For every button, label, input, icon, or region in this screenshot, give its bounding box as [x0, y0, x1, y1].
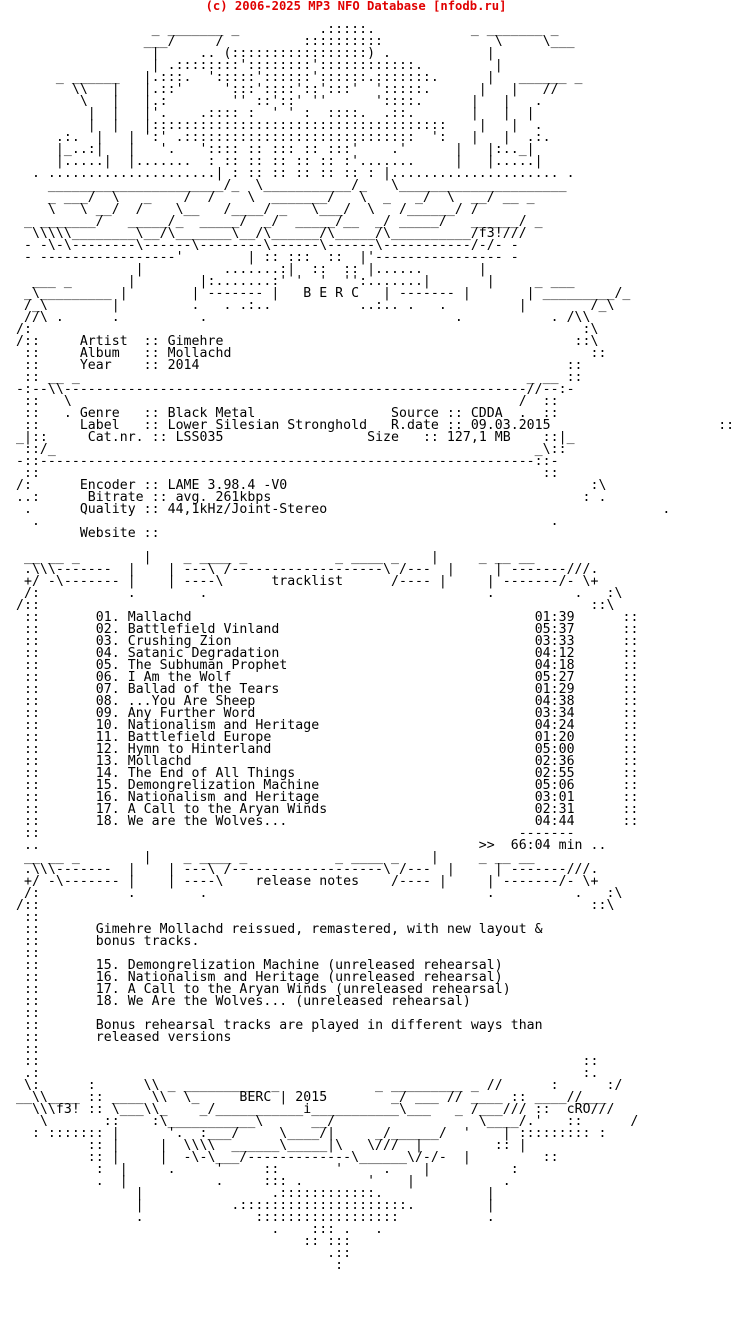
tracklist-title: tracklist: [271, 574, 344, 589]
art-line: /: Encoder :: LAME 3.98.4 -V0 :\: [8, 478, 607, 493]
art-line: - -----------------' | :: ::: :: |'---------------- -: [8, 250, 519, 265]
art-line: ::: [8, 910, 40, 925]
track-time: 05:00: [534, 742, 575, 757]
art-line: . :::::::::::::::::: .: [8, 1210, 495, 1225]
art-line: :: Bonus rehearsal tracks are played in different ways than: [8, 1018, 543, 1033]
art-line: .: :.: [8, 1066, 599, 1081]
track-title: I Am the Wolf: [119, 670, 232, 685]
track-row: :: 13. Mollachd 02:36 ::: [8, 754, 639, 769]
art-line: :: __ _ _ __ ::: [8, 370, 583, 385]
quality-value: 44,1kHz/Joint-Stereo: [167, 502, 328, 517]
track-time: 04:12: [534, 646, 575, 661]
track-title: Crushing Zion: [119, 634, 232, 649]
art-line: __ __ _ | _ ____ _ _ ____ _ | _ __ __: [8, 850, 535, 865]
release-note-line: released versions: [95, 1030, 232, 1045]
track-time: 03:01: [534, 790, 575, 805]
track-number: 13.: [95, 754, 120, 769]
track-number: 06.: [95, 670, 120, 685]
encoder-value: LAME 3.98.4 -V0: [167, 478, 288, 493]
art-line: ::: [8, 946, 96, 961]
track-row: :: 15. Demongrelization Machine 05:06 ::: [8, 778, 639, 793]
release-date-value: 09.03.2015: [470, 418, 551, 433]
track-time: 01:39: [534, 610, 575, 625]
art-line: :: Year :: 2014 ::: [8, 358, 583, 373]
art-line: . ::: . .: [8, 1222, 384, 1237]
track-number: 05.: [95, 658, 120, 673]
track-row: :: 08. ...You Are Sheep 04:38 ::: [8, 694, 639, 709]
art-line: .. >> 66:04 min ..: [8, 838, 607, 853]
art-line: . .....................| : :: :: :: :: :: : |..................... .: [8, 166, 575, 181]
art-line: :: [8, 1258, 344, 1273]
track-row: :: 12. Hymn to Hinterland 05:00 ::: [8, 742, 639, 757]
art-line: ::: [8, 1042, 40, 1057]
art-line: -:--\\----------------------------------------------------------//--:-: [8, 382, 575, 397]
track-time: 03:33: [534, 634, 575, 649]
track-number: 01.: [95, 610, 120, 625]
track-title: Any Further Word: [119, 706, 256, 721]
track-time: 02:55: [534, 766, 575, 781]
art-line: \: : \\ _ _________ _ _ _________ _ // : :/: [8, 1078, 623, 1093]
art-line: \\\f3! :: \___\\_ _/___________i___________\___ _ /___/// :: cRO///: [8, 1102, 615, 1117]
art-line: /:: ::\: [8, 598, 615, 613]
art-line: | | |'. .:::: : ' ' : ::::. .::. | | |: [8, 106, 535, 121]
art-line: /: :\: [8, 322, 599, 337]
art-line: :: ::: [8, 1054, 599, 1069]
track-title: Battlefield Vinland: [119, 622, 280, 637]
track-title: Hymn to Hinterland: [119, 742, 272, 757]
art-line: \ | |.: '' ::'::' '' '::::. | | .: [8, 94, 543, 109]
track-row: :: 05. The Subhuman Prophet 04:18 ::: [8, 658, 639, 673]
art-line: .:. | | ':' .::::::::::::::::::::::::::::: ': | | .:.: [8, 130, 551, 145]
art-line: _ _______/ _____/_ _____/ _/ _____/__ _/ _____/ ______/ _: [8, 214, 543, 229]
art-line: :: Gimehre Mollachd reissued, remastered, with new layout &: [8, 922, 543, 937]
art-line: :: released versions: [8, 1030, 232, 1045]
track-title: Mollachd: [119, 754, 192, 769]
art-line: \\ | |.::' ':::'::::'::':::' ':::::. | | //: [8, 82, 559, 97]
art-line: . .: [8, 514, 559, 529]
art-line: .\\\------- | | ---\ /-------------------\ /--- | | -------///.: [8, 562, 599, 577]
track-row: :: 03. Crushing Zion 03:33 ::: [8, 634, 639, 649]
track-row: :: 01. Mallachd 01:39 ::: [8, 610, 639, 625]
track-number: 08.: [95, 694, 120, 709]
release-note-line: 17. A Call to the Aryan Winds (unreleased rehearsal): [95, 982, 511, 997]
art-line: :: 15. Demongrelization Machine (unreleased rehearsal): [8, 958, 503, 973]
art-line: | | |::::::::::::::::::::::::::::::::::::: | | .: [8, 118, 543, 133]
release-note-line: 15. Demongrelization Machine (unreleased rehearsal): [95, 958, 503, 973]
genre-value: Black Metal: [167, 406, 256, 421]
art-line: \ \ __/ / \__ /____/ _ \___/ \ /______/ /: [8, 202, 479, 217]
track-number: 10.: [95, 718, 120, 733]
track-number: 17.: [95, 802, 120, 817]
year-value: 2014: [167, 358, 200, 373]
track-time: 01:29: [534, 682, 575, 697]
nfo-ascii-art: [8, 24, 734, 1272]
art-line: \\\\\________\__/\_______\__/\______/\_____/\__________/f3!///: [8, 226, 527, 241]
track-row: :: 16. Nationalism and Heritage 03:01 ::: [8, 790, 639, 805]
track-number: 07.: [95, 682, 120, 697]
art-line: :: . Genre :: Black Metal Source :: CDDA . ::: [8, 406, 559, 421]
art-line: __ __ _ | _ ____ _ _ ____ _ | _ __ __: [8, 550, 535, 565]
label-value: Lower Silesian Stronghold: [167, 418, 368, 433]
source-value: CDDA: [470, 406, 503, 421]
track-time: 02:31: [534, 802, 575, 817]
art-line: /: . . . . :\: [8, 586, 623, 601]
track-row: :: 11. Battlefield Europe 01:20 ::: [8, 730, 639, 745]
bitrate-value: avg. 261kbps: [175, 490, 272, 505]
art-line: +/ -\------- | | ----\ tracklist /---- | | -------/- \+: [8, 574, 599, 589]
footer-group-year: BERC | 2015: [239, 1090, 328, 1105]
track-number: 02.: [95, 622, 120, 637]
track-row: :: 07. Ballad of the Tears 01:29 ::: [8, 682, 639, 697]
track-time: 04:44: [534, 814, 575, 829]
art-line: | .. (:::::::::::::::::) . |: [8, 46, 495, 61]
track-title: Demongrelization Machine: [119, 778, 320, 793]
track-time: 04:38: [534, 694, 575, 709]
track-number: 14.: [95, 766, 120, 781]
track-title: ...You Are Sheep: [119, 694, 256, 709]
art-line: :: 16. Nationalism and Heritage (unreleased rehearsal): [8, 970, 503, 985]
track-title: We are the Wolves...: [119, 814, 288, 829]
track-number: 16.: [95, 790, 120, 805]
art-line: :: 18. We Are the Wolves... (unreleased rehearsal): [8, 994, 471, 1009]
art-line: | .......:| :: :: |...... |: [8, 262, 487, 277]
art-line: _|:: Cat.nr. :: LSS035 Size :: 127,1 MB ::|_: [8, 430, 575, 445]
art-line: . | . ::: . ' | .: [8, 1174, 511, 1189]
track-title: The Subhuman Prophet: [119, 658, 288, 673]
catnr-value: LSS035: [175, 430, 224, 445]
art-line: /:: ::\: [8, 898, 615, 913]
artist-signature-left: f3!: [55, 1102, 80, 1117]
art-line: -::--------------------------------------------------------------::-: [8, 454, 559, 469]
album-value: Mollachd: [167, 346, 232, 361]
site-header: (c) 2006-2025 MP3 NFO Database [nfodb.ru]: [205, 0, 507, 13]
art-line: :: bonus tracks.: [8, 934, 200, 949]
release-note-line: 18. We Are the Wolves... (unreleased rehearsal): [95, 994, 471, 1009]
art-line: ______________________/_ \___________/_ \_____________________: [8, 178, 567, 193]
art-line: _ _______ _ .:::::. _ _______ _: [8, 22, 559, 37]
track-number: 15.: [95, 778, 120, 793]
track-row: :: 18. We are the Wolves... 04:44 ::: [8, 814, 639, 829]
art-line: Website ::: [8, 526, 168, 541]
track-title: Battlefield Europe: [119, 730, 272, 745]
track-title: Satanic Degradation: [119, 646, 280, 661]
track-title: Ballad of the Tears: [119, 682, 280, 697]
track-time: 05:37: [534, 622, 575, 637]
track-number: 04.: [95, 646, 120, 661]
art-line: /_\ | . . .:.. ..:.. . . | /_\: [8, 298, 615, 313]
art-line: +/ -\------- | | ----\ release notes /---- | | -------/- \+: [8, 874, 599, 889]
track-time: 05:27: [534, 670, 575, 685]
art-line: : | . ' :: ' . | :: [8, 1162, 519, 1177]
art-line: : ::::::: | '. :___/ \____/| _/______/ ' | ::::::::: :: [8, 1126, 607, 1141]
track-row: :: 10. Nationalism and Heritage 04:24 ::: [8, 718, 639, 733]
art-line: ..: Bitrate :: avg. 261kbps : .: [8, 490, 607, 505]
release-note-line: Bonus rehearsal tracks are played in different ways than: [95, 1018, 543, 1033]
total-time: 66:04 min: [510, 838, 583, 853]
track-row: :: 14. The End of All Things 02:55 ::: [8, 766, 639, 781]
track-row: :: 09. Any Further Word 03:34 ::: [8, 706, 639, 721]
art-line: _ ___/ \ _ / / \ _______/ \ _ _/ \ __/ __ _: [8, 190, 535, 205]
art-line: :: | | \\\\ ______\_____|\ \/// | :: |: [8, 1138, 527, 1153]
track-time: 03:34: [534, 706, 575, 721]
art-line: :: Label :: Lower Silesian Stronghold R.date :: 09.03.2015 ::: [8, 418, 734, 433]
art-line: /: . . . . :\: [8, 886, 623, 901]
art-line: | .::::::::::::. |: [8, 1186, 495, 1201]
artist-signature-right: cRO: [566, 1102, 591, 1117]
track-time: 04:24: [534, 718, 575, 733]
art-line: :: :::: [8, 1234, 352, 1249]
track-number: 11.: [95, 730, 120, 745]
art-line: - -\-\--------\------\--------\------\------\-----------/-/- -: [8, 238, 519, 253]
track-title: The End of All Things: [119, 766, 296, 781]
track-title: Nationalism and Heritage: [119, 790, 320, 805]
track-number: 09.: [95, 706, 120, 721]
art-line: ::: [8, 1006, 96, 1021]
track-time: 04:18: [534, 658, 575, 673]
track-time: 05:06: [534, 778, 575, 793]
art-line: ___ _ | |:.......:' ' ' '':.......| | _ ___: [8, 274, 575, 289]
release-note-line: Gimehre Mollachd reissued, remastered, with new layout &: [95, 922, 543, 937]
track-time: 01:20: [534, 730, 575, 745]
track-number: 03.: [95, 634, 120, 649]
art-line: //\ . . . . . /\\: [8, 310, 591, 325]
art-line: _\_________ | | ------- | B E R C | ------- | | _________/_: [8, 286, 631, 301]
art-line: :: 17. A Call to the Aryan Winds (unreleased rehearsal): [8, 982, 511, 997]
track-title: Mallachd: [119, 610, 192, 625]
art-line: |.....| |....... : :: :: :: :: :: :'....... | |.....|: [8, 154, 543, 169]
track-row: :: 17. A Call to the Aryan Winds 02:31 ::: [8, 802, 639, 817]
track-time: 02:36: [534, 754, 575, 769]
art-line: :: | | -\-\___/-------------\______\/-/- | ::: [8, 1150, 559, 1165]
art-line: :: ::: [8, 466, 559, 481]
track-row: :: 04. Satanic Degradation 04:12 ::: [8, 646, 639, 661]
release-notes-title: release notes: [255, 874, 360, 889]
size-value: 127,1 MB: [446, 430, 511, 445]
art-line: __\\____ :: ____ \\ \_ BERC | 2015 _/ ___ // ____ :: ____//___: [8, 1090, 607, 1105]
release-note-line: 16. Nationalism and Heritage (unreleased rehearsal): [95, 970, 503, 985]
track-title: A Call to the Aryan Winds: [119, 802, 328, 817]
art-line: :: \ / ::: [8, 394, 559, 409]
art-line: |_..:| | '. ':::: :: ::: :: :::' .' | |:.._|: [8, 142, 535, 157]
track-number: 12.: [95, 742, 120, 757]
art-line: | .::::::::'::::::::'::::::::::::. |: [8, 58, 503, 73]
track-number: 18.: [95, 814, 120, 829]
art-line: ::/_ _\::: [8, 442, 567, 457]
art-line: .::: [8, 1246, 352, 1261]
art-line: :: -------: [8, 826, 575, 841]
track-title: Nationalism and Heritage: [119, 718, 320, 733]
art-line: \ :: :\___________\ __/ \____/.' :: /: [8, 1114, 639, 1129]
track-row: :: 06. I Am the Wolf 05:27 ::: [8, 670, 639, 685]
art-line: ___/ / :::::::::: \ \___: [8, 34, 575, 49]
track-row: :: 02. Battlefield Vinland 05:37 ::: [8, 622, 639, 637]
art-line: .\\\------- | | ---\ /-------------------\ /--- | | -------///.: [8, 862, 599, 877]
release-note-line: bonus tracks.: [95, 934, 200, 949]
art-line: :: Album :: Mollachd ::: [8, 346, 607, 361]
art-line: _ ______ |.:::. ':::::'::::::'::::::.:::::::. | ______ _: [8, 70, 583, 85]
art-line: /:: Artist :: Gimehre ::\: [8, 334, 599, 349]
artist-value: Gimehre: [167, 334, 224, 349]
art-line: | .:::::::::::::::::::::. |: [8, 1198, 495, 1213]
art-line: . Quality :: 44,1kHz/Joint-Stereo .: [8, 502, 671, 517]
